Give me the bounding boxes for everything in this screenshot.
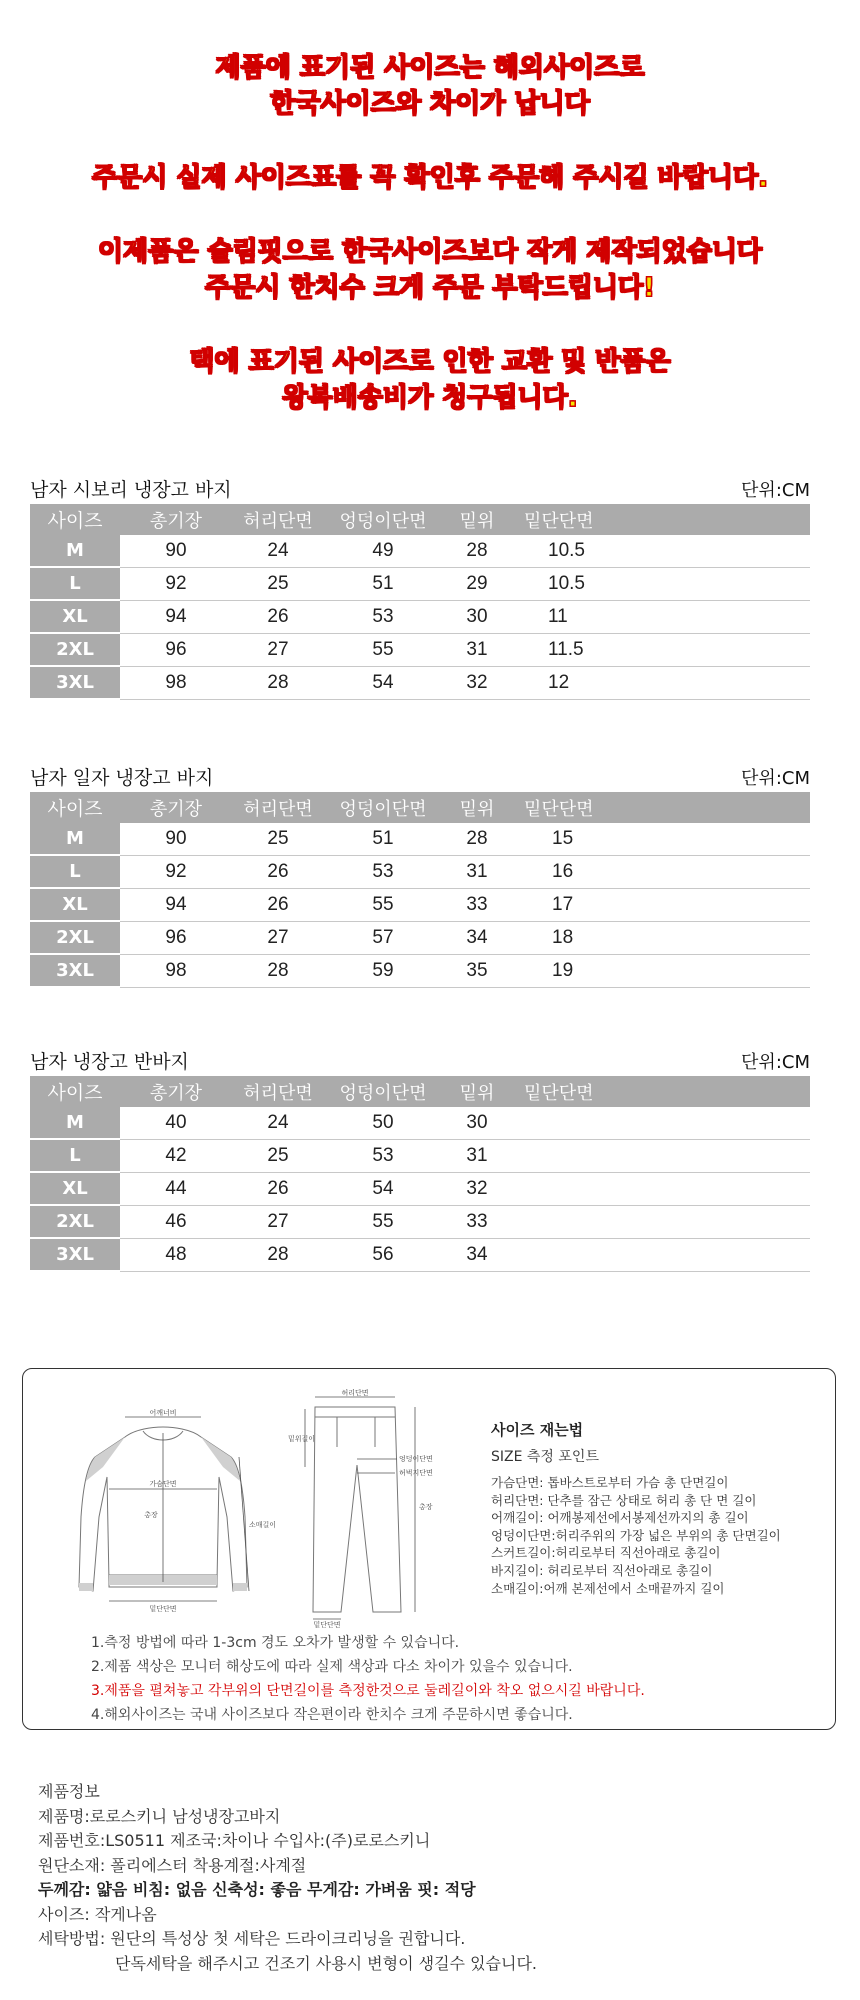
table-cell: 28	[442, 535, 512, 567]
table-cell: 94	[120, 600, 232, 633]
table-cell: 27	[232, 921, 324, 954]
table-cell: 44	[120, 1172, 232, 1205]
table-cell: 17	[512, 888, 810, 921]
table-title: 남자 시보리 냉장고 바지	[30, 479, 232, 501]
measure-line: 소매길이:어깨 본제선에서 소매끝까지 길이	[491, 1580, 725, 1596]
header-cell: 밑단단면	[512, 1076, 810, 1107]
header-cell: 허리단면	[232, 1076, 324, 1107]
table-cell: 24	[232, 535, 324, 567]
measure-line: 가슴단면: 톱바스트로부터 가슴 총 단면길이	[491, 1475, 729, 1490]
header-cell: 총기장	[120, 504, 232, 535]
table-row	[30, 921, 810, 954]
table-cell: 11.5	[512, 633, 810, 666]
size-label: L	[30, 567, 120, 600]
diagram-label: 소매길이	[249, 1521, 277, 1529]
header-cell: 총기장	[120, 1076, 232, 1107]
table-cell	[512, 1172, 810, 1205]
size-label: 3XL	[30, 954, 120, 987]
header-row	[30, 792, 810, 823]
table-cell: 28	[232, 1238, 324, 1271]
header-cell: 총기장	[120, 792, 232, 823]
table-cell: 90	[120, 823, 232, 855]
table-row	[30, 954, 810, 987]
table-row	[30, 600, 810, 633]
note-line: 2.제품 색상은 모니터 해상도에 따라 실제 색상과 다소 차이가 있을수 있습니다.	[91, 1659, 573, 1675]
table-cell: 26	[232, 888, 324, 921]
header-cell: 밑단단면	[512, 792, 810, 823]
table-cell: 31	[442, 855, 512, 888]
table-row	[30, 666, 810, 699]
table-cell: 48	[120, 1238, 232, 1271]
table-cell: 34	[442, 1238, 512, 1271]
how-to-measure-title: 사이즈 재는법	[491, 1421, 584, 1439]
size-table	[30, 792, 810, 988]
table-cell: 18	[512, 921, 810, 954]
table-cell: 26	[232, 1172, 324, 1205]
notice-line: 제품에 표기된 사이즈는 해외사이즈로	[215, 53, 645, 83]
diagram-label: 허리단면	[341, 1389, 369, 1397]
table-cell: 46	[120, 1205, 232, 1238]
table-title: 남자 냉장고 반바지	[30, 1051, 189, 1073]
table-cell: 26	[232, 600, 324, 633]
how-to-measure	[491, 1419, 831, 1597]
table-cell: 31	[442, 1139, 512, 1172]
header-cell: 사이즈	[30, 792, 120, 823]
table-cell: 49	[324, 535, 442, 567]
notice-line: 왕복배송비가 청구됩니다.	[282, 383, 578, 413]
table-cell: 57	[324, 921, 442, 954]
table-cell: 94	[120, 888, 232, 921]
notice-line: 주문시 한치수 크게 주문 부탁드립니다!	[205, 273, 655, 303]
unit-label: 단위:CM	[741, 1052, 810, 1073]
table-cell: 53	[324, 1139, 442, 1172]
size-notice	[0, 50, 860, 416]
table-row	[30, 535, 810, 567]
header-cell: 엉덩이단면	[324, 1076, 442, 1107]
size-label: L	[30, 1139, 120, 1172]
table-cell: 25	[232, 823, 324, 855]
note-line: 1.측정 방법에 따라 1-3cm 경도 오차가 발생할 수 있습니다.	[91, 1635, 460, 1651]
size-label: L	[30, 855, 120, 888]
table-cell	[512, 1139, 810, 1172]
note-line-highlight: 3.제품을 펼쳐놓고 각부위의 단면길이를 측정한것으로 둘레길이와 착오 없으시길 바랍니다.	[91, 1683, 645, 1699]
size-label: 3XL	[30, 1238, 120, 1271]
size-label: 2XL	[30, 633, 120, 666]
table-cell: 53	[324, 600, 442, 633]
size-label: M	[30, 823, 120, 855]
notice-line: 택에 표기된 사이즈로 인한 교환 및 반품은	[189, 347, 671, 377]
table-cell: 54	[324, 1172, 442, 1205]
size-label: XL	[30, 1172, 120, 1205]
measure-notes	[91, 1631, 831, 1727]
table-cell: 33	[442, 888, 512, 921]
table-cell: 10.5	[512, 567, 810, 600]
header-cell: 엉덩이단면	[324, 504, 442, 535]
table-cell: 27	[232, 1205, 324, 1238]
table-row	[30, 888, 810, 921]
header-cell: 밑단단면	[512, 504, 810, 535]
table-cell: 96	[120, 921, 232, 954]
info-line: 세탁방법: 원단의 특성상 첫 세탁은 드라이크리닝을 권합니다.	[38, 1929, 466, 1948]
diagram-label: 허벅지단면	[399, 1469, 433, 1477]
table-cell: 28	[442, 823, 512, 855]
header-cell: 엉덩이단면	[324, 792, 442, 823]
table-cell: 53	[324, 855, 442, 888]
table-cell: 35	[442, 954, 512, 987]
table-cell	[512, 1238, 810, 1271]
diagram-label: 밑단단면	[313, 1621, 341, 1629]
diagram-label: 밑위길이	[288, 1435, 316, 1443]
notice-line: 이제품은 슬림핏으로 한국사이즈보다 작게 제작되었습니다	[97, 237, 763, 267]
table-cell: 92	[120, 567, 232, 600]
measure-line: 엉덩이단면:허리주위의 가장 넓은 부위의 총 단면길이	[491, 1527, 781, 1543]
table-cell: 32	[442, 666, 512, 699]
info-line: 단독세탁을 해주시고 건조기 사용시 변형이 생길수 있습니다.	[115, 1953, 538, 1973]
measure-line: 스커트길이:허리로부터 직선아래로 총길이	[491, 1545, 721, 1561]
diagram-label: 가슴단면	[149, 1480, 177, 1488]
table-row	[30, 1107, 810, 1139]
table-cell: 98	[120, 954, 232, 987]
table-cell: 29	[442, 567, 512, 600]
table-cell: 51	[324, 823, 442, 855]
size-table-block-3	[30, 1048, 810, 1272]
info-line: 원단소재: 폴리에스터 착용계절:사계절	[38, 1855, 307, 1875]
size-label: 2XL	[30, 1205, 120, 1238]
table-row	[30, 567, 810, 600]
table-row	[30, 855, 810, 888]
size-table	[30, 1076, 810, 1272]
pants-diagram	[285, 1387, 465, 1627]
table-cell: 28	[232, 954, 324, 987]
measure-line: 바지길이: 허리로부터 직선아래로 총길이	[491, 1562, 713, 1578]
header-cell: 밑위	[442, 792, 512, 823]
table-cell: 16	[512, 855, 810, 888]
table-cell: 90	[120, 535, 232, 567]
info-line: 제품번호:LS0511 제조국:차이나 수입사:(주)로로스키니	[38, 1831, 431, 1850]
size-label: M	[30, 535, 120, 567]
product-info	[38, 1780, 838, 1976]
table-cell: 55	[324, 1205, 442, 1238]
table-cell: 31	[442, 633, 512, 666]
diagram-label: 밑단단면	[149, 1605, 177, 1613]
how-to-measure-subtitle: SIZE 측정 포인트	[491, 1449, 599, 1465]
table-cell: 12	[512, 666, 810, 699]
size-label: M	[30, 1107, 120, 1139]
table-row	[30, 823, 810, 855]
size-table-block-2	[30, 764, 810, 988]
table-cell: 42	[120, 1139, 232, 1172]
header-cell: 사이즈	[30, 1076, 120, 1107]
header-cell: 밑위	[442, 504, 512, 535]
size-table	[30, 504, 810, 700]
sweater-diagram	[63, 1407, 277, 1617]
measurement-guide	[22, 1368, 836, 1730]
header-cell: 밑위	[442, 1076, 512, 1107]
table-cell: 96	[120, 633, 232, 666]
table-cell: 56	[324, 1238, 442, 1271]
table-cell: 98	[120, 666, 232, 699]
header-cell: 허리단면	[232, 792, 324, 823]
table-cell: 19	[512, 954, 810, 987]
table-cell: 30	[442, 600, 512, 633]
table-cell: 27	[232, 633, 324, 666]
table-cell: 92	[120, 855, 232, 888]
table-cell: 25	[232, 567, 324, 600]
size-table-block-1	[30, 476, 810, 700]
diagram-label: 총장	[419, 1503, 433, 1511]
table-cell: 26	[232, 855, 324, 888]
table-cell: 50	[324, 1107, 442, 1139]
size-label: 2XL	[30, 921, 120, 954]
table-cell: 32	[442, 1172, 512, 1205]
info-line-attributes: 두께감: 얇음 비침: 없음 신축성: 좋음 무게감: 가벼움 핏: 적당	[38, 1880, 476, 1899]
table-cell: 10.5	[512, 535, 810, 567]
unit-label: 단위:CM	[741, 480, 810, 501]
info-line: 제품명:로로스키니 남성냉장고바지	[38, 1806, 281, 1826]
table-cell: 51	[324, 567, 442, 600]
measure-line: 허리단면: 단추를 잠근 상태로 허리 총 단 면 길이	[491, 1492, 757, 1508]
header-cell: 허리단면	[232, 504, 324, 535]
notice-line: 한국사이즈와 차이가 납니다	[270, 89, 590, 119]
diagram-label: 총장	[144, 1511, 158, 1519]
table-cell: 15	[512, 823, 810, 855]
table-row	[30, 1238, 810, 1271]
table-cell: 33	[442, 1205, 512, 1238]
table-cell: 11	[512, 600, 810, 633]
table-cell: 24	[232, 1107, 324, 1139]
table-cell: 40	[120, 1107, 232, 1139]
unit-label: 단위:CM	[741, 768, 810, 789]
table-cell: 30	[442, 1107, 512, 1139]
info-line: 사이즈: 작게나옴	[38, 1904, 157, 1924]
header-row	[30, 1076, 810, 1107]
size-label: 3XL	[30, 666, 120, 699]
header-cell: 사이즈	[30, 504, 120, 535]
diagram-label: 어깨너비	[149, 1409, 177, 1417]
table-cell: 55	[324, 633, 442, 666]
table-cell	[512, 1107, 810, 1139]
table-row	[30, 1139, 810, 1172]
table-cell: 54	[324, 666, 442, 699]
table-cell: 55	[324, 888, 442, 921]
table-cell: 25	[232, 1139, 324, 1172]
table-cell: 28	[232, 666, 324, 699]
table-cell: 59	[324, 954, 442, 987]
notice-line: 주문시 실제 사이즈표를 꼭 확인후 주문해 주시길 바랍니다.	[91, 163, 769, 193]
size-label: XL	[30, 888, 120, 921]
info-heading: 제품정보	[38, 1782, 100, 1801]
size-label: XL	[30, 600, 120, 633]
table-cell: 34	[442, 921, 512, 954]
table-row	[30, 1205, 810, 1238]
measure-line: 어깨길이: 어깨봉제선에서봉제선까지의 총 길이	[491, 1510, 749, 1526]
header-row	[30, 504, 810, 535]
diagram-label: 엉덩이단면	[399, 1455, 433, 1463]
table-cell	[512, 1205, 810, 1238]
table-title: 남자 일자 냉장고 바지	[30, 767, 214, 789]
note-line: 4.해외사이즈는 국내 사이즈보다 작은편이라 한치수 크게 주문하시면 좋습니다.	[91, 1707, 573, 1723]
table-row	[30, 633, 810, 666]
table-row	[30, 1172, 810, 1205]
